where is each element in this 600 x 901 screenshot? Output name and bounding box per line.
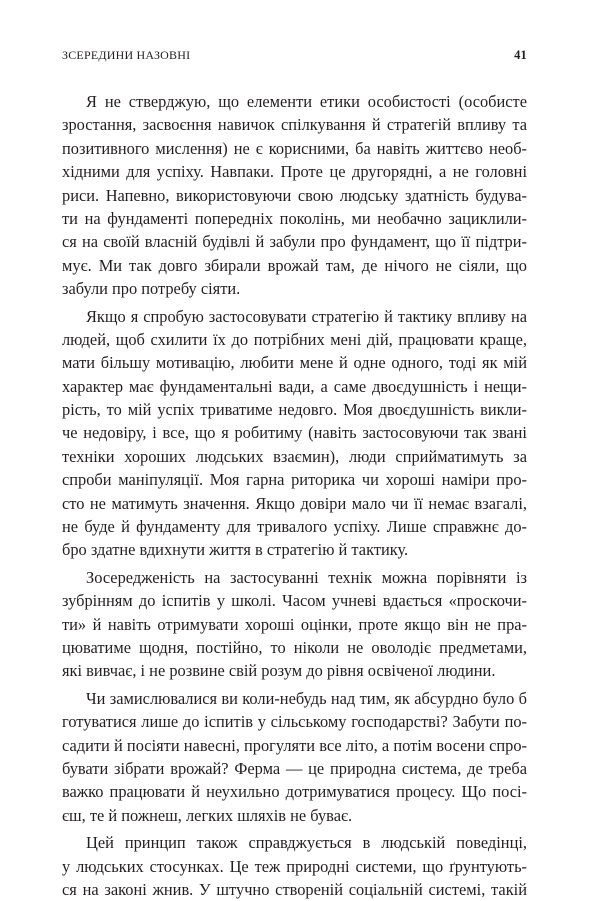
text-line: бро здатне вдихнути життя в стратегію й тактику. bbox=[62, 540, 409, 560]
text-line: риси. Напевно, використовуючи свою людську здатність будува- bbox=[62, 185, 527, 205]
running-title: ЗСЕРЕДИНИ НАЗОВНІ bbox=[62, 48, 191, 62]
text-line: сто не матимуть значення. Якщо довіри мало чи її немає взагалі, bbox=[62, 493, 527, 513]
paragraph bbox=[62, 305, 527, 562]
text-line: ся на своїй власній будівлі й забули про фундамент, що її підтри- bbox=[62, 232, 527, 252]
text-line: техніки хороших людських взаємин), люди сприйматимуть за bbox=[62, 446, 527, 466]
text-line: бувати зібрати врожай? Ферма — це природна система, де треба bbox=[62, 758, 527, 778]
text-line: Я не стверджую, що елементи етики особистості (особисте bbox=[86, 92, 527, 111]
text-line: зубрінням до іспитів у школі. Часом учневі вдається «проскочи- bbox=[62, 591, 527, 611]
text-line: ся на законі жнив. У штучно створеній соціальній системі, такій bbox=[62, 879, 527, 899]
text-line: позитивного мислення) не є корисними, ба навіть життєво необ- bbox=[62, 138, 527, 158]
text-line: рість, то мій успіх триватиме недовго. Моя двоєдушність викли- bbox=[62, 400, 527, 420]
text-line: Зосередженість на застосуванні технік можна порівняти із bbox=[86, 567, 527, 587]
running-head bbox=[62, 48, 527, 68]
paragraph bbox=[62, 566, 527, 683]
text-line: Цей принцип також справджується в людській поведінці, bbox=[86, 833, 527, 853]
text-line: цюватиме щодня, постійно, то ніколи не оволодіє предметами, bbox=[62, 637, 527, 657]
text-line: мує. Ми так довго збирали врожай там, де нічого не сіяли, що bbox=[62, 255, 527, 275]
text-line: готуватися лише до іспитів у сільському господарстві? Забути по- bbox=[62, 712, 527, 732]
text-line: хідними для успіху. Навпаки. Проте це другорядні, а не головні bbox=[62, 162, 527, 182]
text-line: Якщо я спробую застосовувати стратегію й тактику впливу на bbox=[86, 306, 527, 326]
text-line: ти на фундаменті попередніх поколінь, ми необачно зациклили- bbox=[62, 208, 527, 228]
text-line: че недовіру, і все, що я робитиму (навіть застосовуючи так звані bbox=[62, 423, 527, 443]
text-line: у людських стосунках. Це теж природні системи, що ґрунтують- bbox=[62, 856, 527, 876]
paragraph bbox=[62, 831, 527, 901]
body-text bbox=[62, 90, 527, 901]
text-line: людей, щоб схилити їх до потрібних мені дій, працювати краще, bbox=[62, 329, 527, 349]
text-line: садити й посіяти навесні, прогуляти все літо, а потім восени спро- bbox=[62, 735, 527, 755]
page-number: 41 bbox=[514, 48, 527, 62]
text-line: зростання, засвоєння навичок спілкування й стратегій впливу та bbox=[62, 115, 527, 135]
text-line: ти» й навіть отримувати хороші оцінки, проте якщо він не пра- bbox=[62, 614, 527, 634]
text-line: мати більшу мотивацію, любити мене й одне одного, тоді як мій bbox=[62, 353, 527, 373]
text-line: забули про потребу сіяти. bbox=[62, 279, 241, 299]
text-line: характер має фундаментальні вади, а саме двоєдушність і нещи- bbox=[62, 376, 527, 396]
paragraph bbox=[62, 90, 527, 301]
text-line: єш, те й пожнеш, легких шляхів не буває. bbox=[62, 805, 353, 825]
text-line: спроби маніпуляції. Моя гарна риторика чи хороші наміри про- bbox=[62, 470, 527, 490]
text-line: Чи замислювалися ви коли-небудь над тим, як абсурдно було б bbox=[86, 688, 527, 708]
text-line: не буде й фундаменту для тривалого успіху. Лише справжнє до- bbox=[62, 517, 527, 537]
text-line: важко працювати й неухильно дотримуватися процесу. Що посі- bbox=[62, 782, 527, 802]
paragraph bbox=[62, 687, 527, 827]
text-line: які вивчає, і не розвине свій розум до рівня освіченої людини. bbox=[62, 661, 496, 681]
